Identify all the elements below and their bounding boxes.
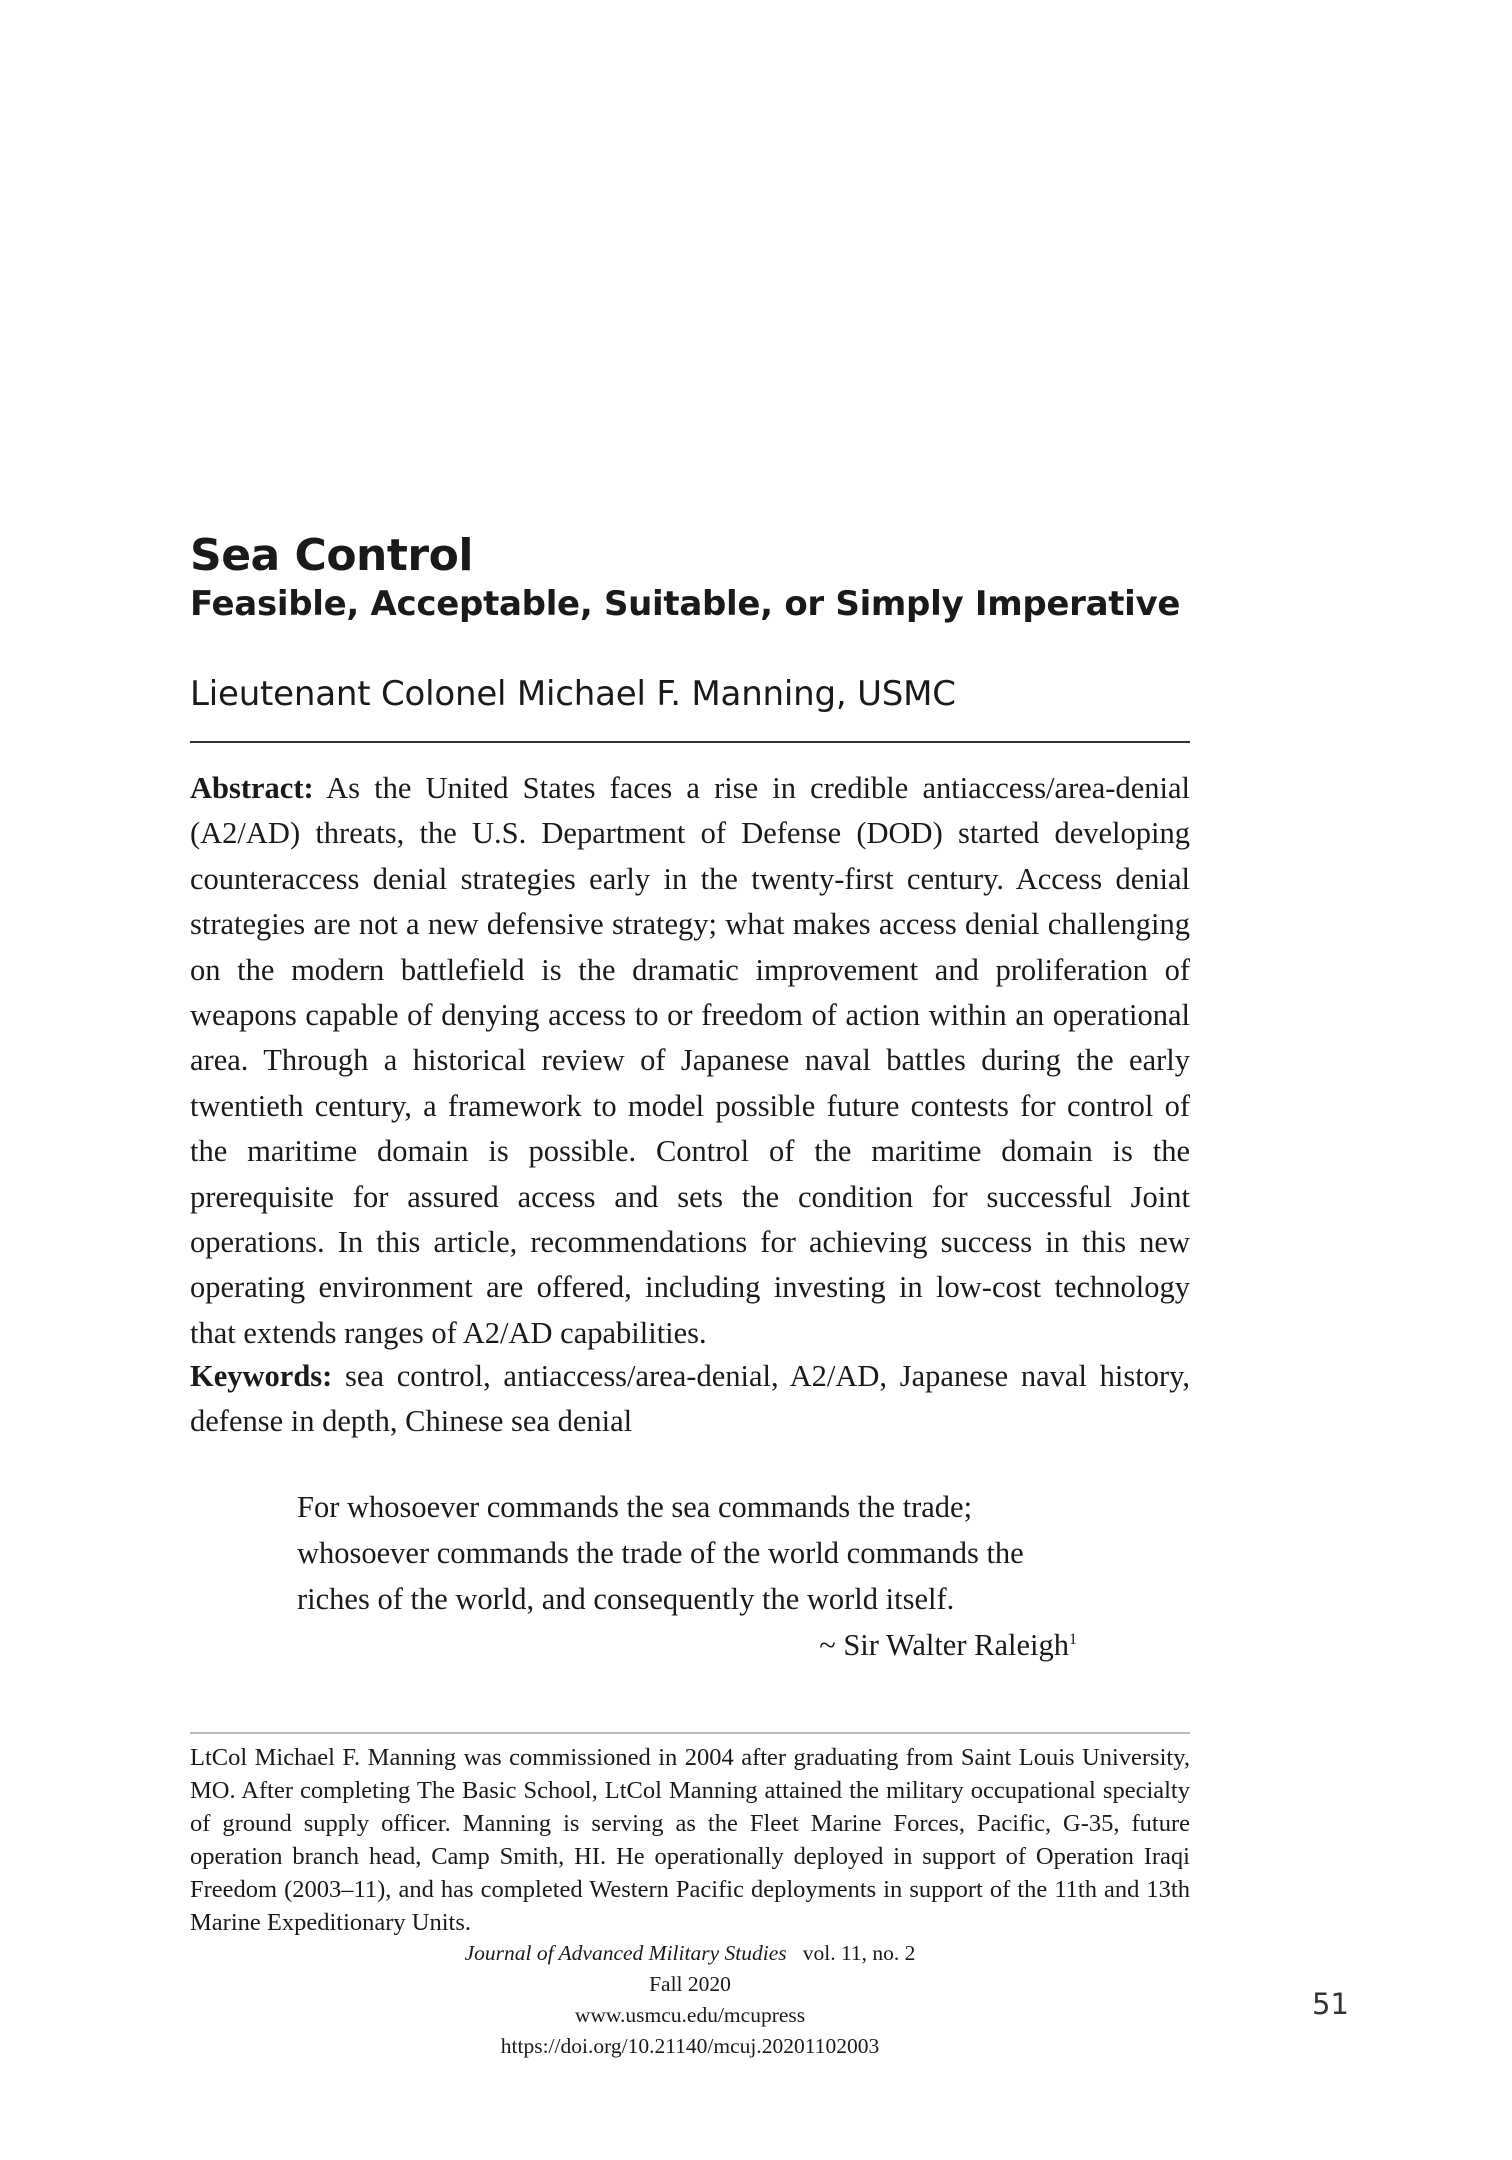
- epigraph-attribution: [297, 1622, 1077, 1668]
- publisher-website[interactable]: www.usmcu.edu/mcupress: [574, 2003, 806, 2027]
- abstract: [190, 766, 1190, 1356]
- footnote-ref[interactable]: 1: [1069, 1630, 1077, 1648]
- epigraph-quote: For whosoever commands the sea commands the trade; whosoever commands the trade of the world commands the riches of the world, and consequently the world itself.: [297, 1490, 1024, 1616]
- journal-season: Fall 2020: [649, 1972, 731, 1996]
- epigraph-author: ~ Sir Walter Raleigh: [819, 1628, 1069, 1662]
- keywords: [190, 1354, 1190, 1445]
- article-author: Lieutenant Colonel Michael F. Manning, USMC: [190, 674, 956, 714]
- abstract-label: Abstract:: [190, 771, 314, 805]
- journal-title: Journal of Advanced Military Studies: [464, 1941, 787, 1965]
- article-header: [190, 530, 1190, 626]
- footnote-divider: [190, 1732, 1190, 1734]
- journal-volume: vol. 11, no. 2: [802, 1941, 916, 1965]
- author-bio: LtCol Michael F. Manning was commissioned in 2004 after graduating from Saint Louis University, MO. After completing The Basic School, LtCol Manning attained the military occupational specialty of ground supply officer. Manning is serving as the Fleet Marine Forces, Pacific, G-35, future operation branch head, Camp Smith, HI. He operationally deployed in support of Operation Iraqi Freedom (2003–11), and has completed Western Pacific deployments in support of the 11th and 13th Marine Expeditionary Units.: [190, 1744, 1190, 1936]
- keywords-label: Keywords:: [190, 1359, 333, 1393]
- journal-citation: [380, 1938, 1000, 1969]
- header-divider: [190, 741, 1190, 743]
- keywords-text: sea control, antiaccess/area-denial, A2/AD, Japanese naval history, defense in depth, Chinese sea denial: [190, 1359, 1190, 1439]
- abstract-text: As the United States faces a rise in credible antiaccess/area-denial (A2/AD) threats, the U.S. Department of Defense (DOD) started developing counteraccess denial strategies early in the twenty-first century. Access denial strategies are not a new defensive strategy; what makes access denial challenging on the modern battlefield is the dramatic improvement and proliferation of weapons capable of denying access to or freedom of action within an operational area. Through a historical review of Japanese naval battles during the early twentieth century, a framework to model possible future contests for control of the maritime domain is possible. Control of the maritime domain is the prerequisite for assured access and sets the condition for successful Joint operations. In this article, recommendations for achieving success in this new operating environment are offered, including investing in low-cost technology that extends ranges of A2/AD capabilities.: [190, 771, 1190, 1350]
- journal-footer: [380, 1938, 1000, 2062]
- article-doi[interactable]: https://doi.org/10.21140/mcuj.20201102003: [500, 2034, 880, 2058]
- article-subtitle: Feasible, Acceptable, Suitable, or Simply Imperative: [190, 584, 1181, 624]
- article-title: Sea Control: [190, 530, 473, 581]
- page-number: 51: [1312, 1987, 1349, 2021]
